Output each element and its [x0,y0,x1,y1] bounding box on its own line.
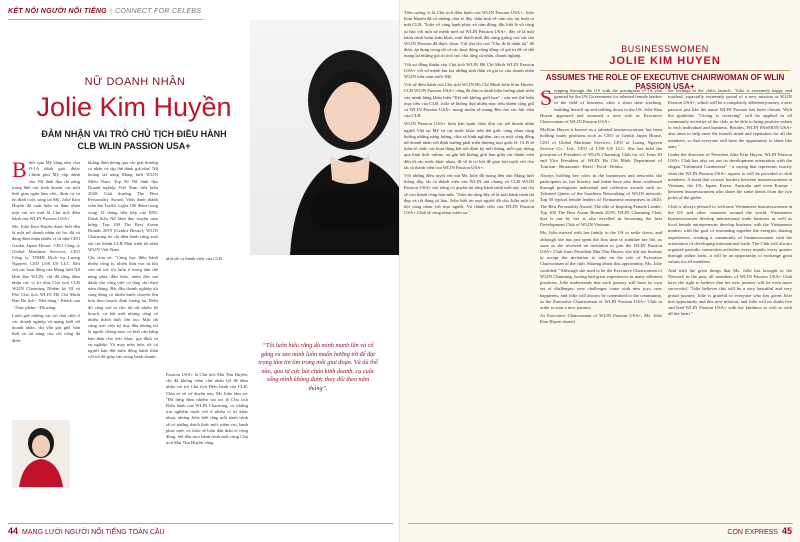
english-kicker: BUSINESSWOMEN [621,44,709,54]
section-rule [8,19,203,20]
right-page [400,0,800,542]
body-column-4: Passion USA+ là Chủ tịch Mai Thu Huyền, chị đã không chần chừ nhận lời để đảm nhận vai trò Chủ tịch Điều hành của CLB. Chia sẻ về cơ duyên này, Ms Jolie tâm sự: "Đã từng đảm nhiệm vai trò là Chủ tịch Điều hành của WLIN Charming, có những trải nghiệm tuyệt vời ở nhiều vị trí khác nhau, nhưng Jolie biết rằng mỗi hành trình sẽ có những thách thức mới, niềm vui, hạnh phúc mới, và Jolie sẽ luôn dấn thân vì cộng đồng, hết đầu mọi hành trình mới cùng Chủ tịch Mai Thu Huyền cũng [166,372,248,446]
article-title-name: Jolie Kim Huyền [36,92,232,122]
english-column-2: her feelings at the club's launch: "Jolie is extremely happy and touched, especially extremely proud of a new mission at WLIN Passion USA+, which will be a completely different journey, a new passion just like the name WLIN Passion has been chosen. With the guideline "Giving is receiving" will be applied in all community activities of the club, to be able to bring positive values to each individual and business. Besides, WLIN PASSION USA+ also aims to help raise the brand's mind and reputation for all the members, so that everyone will have the opportunity to shine like stars." Under the direction of President Jolie Kim Huyen, WLIN Passion USA+ Club has also set out its development orientation with the slogan "Unlimited Connection" - a saying that represents exactly what the WLIN Passion USA+ aspires to will be provided to club members. A bond that crosses borders between businesswomen in Vietnam, the US, Japan, Korea, Australia and even Europe - between businesswomen who share the same ideals from the two poles of the globe. Club is always pleased to welcome Vietnamese businesswomen in the US and other countries around the world, Vietnamese businesswomen develop international trade business as well as local female entrepreneurs develop business with the Vietnamese market, with the goal of resonating together the energies, sharing experiences, creating a community of businesswomen with the orientation of developing international trade. The Club will always organize periodic connection activities every month, every quarter through online form, it will be an opportunity to exchange great values for all members. And with the great things that Ms. Jolie has brought to the Network in the past, all members of WLIN Passion USA+ Club have the right to believe that her new journey will be even more successful. "Jolie believes this will be a very beautiful and very proud journey, Jolie is grateful to everyone who has given Jolie this opportunity and this new mission, and Jolie will no doubt live and lead WLIN Passion USA+ with her kindness as well as with all her heart." [668,88,792,317]
english-column-1: Stepping through the US with the prestigious O-1A visa granted by the US Government for talented female leaders in the field of business, after a short time working, building herself up and settling down in the US, Jolie Kim Huyen appeared and assumed a new role as Executive Chairwoman of WLIN Passion USA+. Ms.Kim Huyen is known as a talented businesswoman, has been holding many positions such as CEO of Genkit Japan House, CEO of Global Maritime Services, CEO of Luong Nguyen Service Co., Ltd., CEO of LNS US LLC. She has held the positions of President of WLIN Charming Club for it's Term III and Vice President of WLIN Ho Chi Minh Department of Tourism - Restaurant - Hotel - Food - Drinks. Always holding key roles in the businesses and networks she participates in, her bravery and talent have also been confirmed through prestigious individual and collective awards such as: Talented Queen of the Southern Networking of WLIN network; Top 50 typical female leaders of Vietnamese enterprises in 2020; The Best Personality Award; The title of Inspiring Female Leader; Top 100 The Best Asean Brands 2019; WLIN Charming Club, that is run by her is also excelled in becoming the best Development Club of WLIN Vietnam. Ms. Jolie moved with her family to the US to settle down, and although she has just spent the first time to stabilize her life, as soon as she received an invitation to join the WLIN Passion USA+ Club from President Mai Thu Huyen, she did not hesitate to accept the invitation to take on the role of Executive Chairwoman of the club. Sharing about this opportunity, Ms. Jolie confided: "Although she used to be the Executive Chairwoman of WLIN Charming, having had great experiences in many different positions, Jolie understands that each journey will have its own set of challenges: new challenges come with new joys, new happiness, and Jolie will always be committed to the community, as the Executive Chairwoman of WLIN Passion USA+ Club in order to start a new journey. As Executive Chairwoman of WLIN Passion USA+, Ms. Jolie Kim Huyen shared [540,88,662,325]
magazine-brand: CON EXPRESS [727,529,778,536]
dropcap-english: S [540,88,553,110]
english-name: JOLIE KIM HUYEN [609,55,721,67]
body-column-2: khẳng định thông qua các giải thưởng cá nhân và tập thể danh giá như: Nữ hoàng tài năng Mạng lưới WLIN Miền Nam; Top 50 Nữ lãnh đạo Doanh nghiệp Việt Nam tiêu biểu 2020; Giải thưởng The Best Personality Award; Vinh danh thành viên đạt Traffic Light 100 điểm trong vòng 12 tháng liên tiếp của BNI; Danh hiệu Nữ lãnh đạo truyền cảm hứng; Top 100 The Best Asean Brands 2019 (Genkit House); WLIN Charming do chị điều hành cũng xuất sắc trở thành CLB Phát triển tốt nhất WLIN Việt Nam. Chị chia sẻ: "Cùng học điều hành nhiều công ty, nhiều lĩnh vực từ khi còn rất trẻ, tôi luôn ở trong tâm thế năng phía, đầu thảo, mềm dẻo mà dành cho công việc có tầng cho theo năm tháng. Bắt đầu doanh nghiệp tôi càng đòng có nhiều bước chuyển lớn hơn theo hoạch định tương lai. Điều đó càng mở ra cho tôi rất nhiều kế hoạch, cơ hội mới nhưng cũng có nhiều thách thức lớn lao. Mặc dù cũng trực việc ký duy đầu nhưng tôi là người chồng mực vô biết cân bằng bản thân cho việc khác, gia đình và sự nghiệp. Và may mắn hơn, tôi có người bạn đời luôn đồng hành thân với tôi để giúp sức trong hành doanh. [88,160,158,360]
footer-text: MẠNG LƯỚI NGƯỜI NỔI TIẾNG TOÀN CẦU [22,529,165,536]
dropcap: B [12,160,27,182]
pull-quote: “Tôi luôn hiểu rằng dù mình mạnh lẫn và cố gắng ra sao mình luôn muốn hướng tới để đạt trọng tâm tin tìm trong mỗi giai đoạn. Và dù thế nào, qua tự cực bài cháo kinh doanh, cụ cuộc sống mình không được thay đổi theo năm tháng”. [258,342,378,392]
footer-left [8,526,165,536]
section-tag: KẾT NỐI NGƯỜI NỔI TIẾNG | CONNECT FOR CELEBS [8,8,202,15]
body-column-1: Bước qua Mỹ bằng tấm visa O-1A dành giỏi được Chính phủ Mỹ cấp dành cho Nữ lãnh đạo tài năng trong lĩnh vực kinh doanh, các mối thời gian ngắn làm việc, định cư và ổn định cuộc sống tại Mỹ, Jolie Kim Huyền đã xuất hiện và đảm nhận một vai trò mới là Chủ tịch điều hành của WLIN Passion USA+. Ms. Jolie Kim Huyền được biết đến là một nữ doanh nhân tài ba, đã và đang đảm nhận nhiều vị trí như CEO Genkit Japan House, CEO Công ty Global Maritime Services, CEO Công ty TNHH Dịch vụ Luong Nguyen, CEO LNS US LLC. Đối với các hoạt động của Mạng lưới Nữ lãnh đạo WLIN, chị đã từng đảm nhận các vị trí như Chủ tịch CLB WLIN Charming Nhiệm kỳ III và Phó Chủ tịch WLIN Hồ Chí Minh Ban Du lịch - Nhà hàng - Khách sạn - Thực phẩm - Đồ uống. Luôn giữ những vai trò chủ chốt ở các doanh nghiệp và mạng lưới nữ doanh nhân, chị vẫn gìn giữ, bản lĩnh và tài năng của chị cũng đã được [12,160,80,343]
section-label: KẾT NỐI NGƯỜI NỔI TIẾNG [8,8,107,15]
english-headline: ASSUMES THE ROLE OF EXECUTIVE CHAIRWOMAN OF WLIN PASSION USA+ [540,70,790,94]
footer-rule [8,523,393,524]
section-label-en: CONNECT FOR CELEBS [115,8,202,15]
inset-photo [12,420,70,488]
page-number-right: 45 [781,526,792,536]
footer-right [727,526,792,536]
vn-body-continued: Trên cương vị là Chủ tịch điều hành của WLIN Passion USA+, Jolie Kim Huyền đã có những chia sẻ đầy chân tình về cảm xúc tại buổi ra mắt CLB: "Jolie vô cùng hạnh phúc và cảm động, đặc biệt là vô cùng tự hào với một sứ mệnh mới tại WLIN Passion USA+, đây sẽ là một hành trình hoàn toàn khác, một thách mới đối cùng giống của các tân WLIN Passion đã được chọn. Với tôn chỉ của "Cho đi là nhận lại" để được áp dụng trong tất cả các hoạt động cũng đồng cố giá trị để cố thể mang lại những giá trị tích cực cho từng cá nhân, doanh nghiệp. Với sự đồng thuận của Chủ tịch WLIN Hồ Chí Minh WLIN Passion USA+ với sứ mệnh lan tỏa những tinh thần và giá trị của doanh nhân WLIN trên toàn nước Mỹ. Vời sứ điều hành của Chủ tịch WLIN Hồ Chí Minh Jolie Kim Huyền, CLB WLIN Passion USA+ cũng đã đưa ra danh hiệu hướng phát triển của mình bằng khẩu hiệu "Kết nối không giới hạn" - câu nói thể hiện mục tiêu của CLB. Jolie sẽ không dựa nhiều mục tiêu nhiên cộng giữ cả WLIN Passion USA+ mong muốn sẽ mang đến cho các hội viên của CLB. WLIN Passion USA+ luôn hân hạnh chào đón các nữ doanh nhân người Việt tại Mỹ và các nước khác trên thế giới, cùng nhau cùng hướng những năng lượng, chia sẻ kinh nghiệm, tạo ra một cộng đồng nữ doanh nhân với định hướng phát triển thương mại quốc tế. CLB sẽ luôn tổ chức các hoạt động kết nối định kỳ mỗi tháng, mỗi quý thông qua hình thức online, sự gắn kết không giới hạn giữa các thành viên đến từ các nước khác nhau, để sẽ là cơ hội để giao lưu tuyệt vời cho tất cả thành viên của WLIN Passion USA+. Với những điều tuyệt vời mà Ms Jolie đã mang đến cho Mạng lưới thông đây, tất cả thành viên của WLIN nói chung và CLB WLIN Passion USA+ nói riêng có quyền tin rằng hành trình mới này của chị sẽ còn thành công hơn nữa. "Jolie tin rằng đây sẽ là một hành trình rất đẹp và rất đáng tự hào, Jolie biết ơn mọi người đã cho Jolie một cơ hội cùng nhau với mọi người. Và thành viên của WLIN Passion USA+ Club sẽ cùng nhau vươn xa." [404,10,534,216]
page-number: 44 [8,526,19,536]
footer-rule-right [408,523,793,524]
portrait-photo [250,20,400,255]
kicker: NỮ DOANH NHÂN [84,76,186,88]
body-column-3: như tất cả thành viên của CLB. [166,256,224,261]
article-subheading: ĐẢM NHẬN VAI TRÒ CHỦ TỊCH ĐIỀU HÀNH CLB WLIN PASSION USA+ [41,129,227,151]
